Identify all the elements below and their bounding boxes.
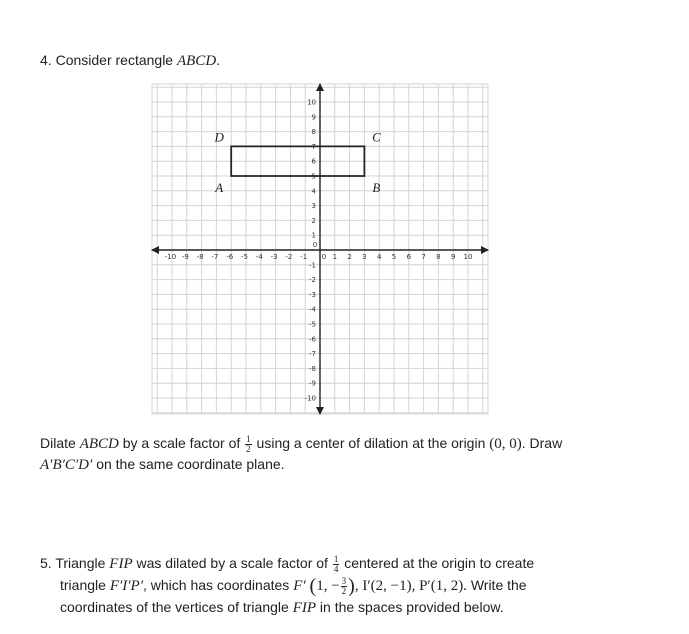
q5-other-coords: , I′(2, −1), P′(1, 2). bbox=[354, 578, 467, 594]
q5-text-6: Write the bbox=[470, 577, 527, 593]
point-label-c: C bbox=[372, 129, 381, 145]
point-label-a: A bbox=[215, 180, 224, 195]
q5-f-label: F′ bbox=[293, 578, 306, 594]
question-5-number: 5. bbox=[40, 555, 52, 571]
instr-scale: by a scale factor of bbox=[122, 435, 241, 451]
q5-text-7: coordinates of the vertices of triangle bbox=[60, 599, 289, 615]
x-tick-label: -9 bbox=[181, 253, 189, 261]
origin-label: 0 bbox=[312, 241, 318, 249]
point-label-b: B bbox=[372, 180, 381, 195]
q5-triangle: FIP bbox=[109, 556, 133, 572]
instr-draw: . Draw bbox=[521, 435, 563, 451]
x-tick-label: -6 bbox=[226, 253, 234, 261]
rectangle-name: ABCD bbox=[176, 53, 217, 69]
y-tick-label: 2 bbox=[311, 216, 316, 225]
q5-text-5: , which has coordinates bbox=[142, 577, 290, 593]
x-tick-label: -5 bbox=[241, 253, 248, 261]
y-tick-label: 8 bbox=[311, 128, 316, 137]
y-tick-label: 7 bbox=[311, 142, 316, 151]
x-tick-label: 1 bbox=[332, 253, 338, 261]
y-tick-label: -9 bbox=[309, 379, 316, 388]
image-name: A′B′C′D′ bbox=[40, 457, 93, 473]
x-tick-label: 10 bbox=[463, 253, 473, 261]
q5-triangle-2: FIP bbox=[292, 600, 317, 616]
fraction-numerator: 1 bbox=[333, 553, 339, 564]
graph-axes bbox=[152, 84, 488, 414]
y-tick-label: -8 bbox=[309, 364, 316, 373]
q5-text-1: Triangle bbox=[55, 555, 106, 571]
x-tick-label: 3 bbox=[362, 253, 367, 261]
q5-line-2 bbox=[40, 575, 640, 597]
instr-center: using a center of dilation at the origin bbox=[256, 435, 486, 451]
paren-close: ) bbox=[348, 574, 355, 597]
question-4-number: 4. bbox=[40, 52, 52, 68]
instr-origin: (0, 0) bbox=[489, 436, 522, 452]
q5-line-3 bbox=[40, 597, 640, 619]
y-tick-label: 1 bbox=[311, 231, 316, 240]
question-5 bbox=[40, 553, 640, 619]
scale-factor-half bbox=[245, 435, 252, 454]
y-tick-label: 10 bbox=[307, 98, 316, 107]
x-tick-label: 2 bbox=[347, 253, 352, 261]
y-tick-label: -2 bbox=[309, 276, 316, 285]
fraction-denominator: 4 bbox=[333, 563, 339, 574]
y-tick-label: 4 bbox=[311, 187, 316, 196]
x-tick-label: 5 bbox=[391, 253, 397, 261]
x-tick-label: -7 bbox=[211, 253, 219, 261]
q5-text-3: centered at the origin to create bbox=[344, 555, 535, 571]
x-tick-label: 6 bbox=[406, 253, 412, 261]
y-tick-label: 6 bbox=[311, 157, 316, 166]
x-tick-label: -4 bbox=[255, 253, 263, 261]
x-tick-label: -2 bbox=[285, 253, 293, 261]
question-4-instructions bbox=[40, 433, 640, 475]
q5-text-4: triangle bbox=[60, 577, 106, 593]
x-tick-label: -8 bbox=[196, 253, 204, 261]
x-tick-label: 4 bbox=[376, 253, 382, 261]
y-tick-label: -3 bbox=[309, 290, 316, 299]
instr-shape: ABCD bbox=[79, 436, 119, 452]
instr-plane: on the same coordinate plane. bbox=[96, 456, 285, 472]
y-tick-label: -5 bbox=[309, 320, 316, 329]
paren-open: ( bbox=[309, 574, 317, 597]
x-tick-label: 9 bbox=[450, 253, 456, 261]
fraction-numerator: 3 bbox=[341, 575, 347, 586]
point-label-d: D bbox=[214, 129, 224, 145]
q5-f-coord: 1, − bbox=[316, 578, 340, 594]
question-4-period: . bbox=[216, 52, 221, 68]
x-axis-ticks bbox=[165, 241, 473, 261]
y-tick-label: -10 bbox=[304, 394, 316, 403]
fraction-numerator: 1 bbox=[246, 433, 251, 444]
fraction-denominator: 2 bbox=[341, 585, 347, 596]
y-tick-label: -4 bbox=[309, 305, 316, 314]
y-tick-label: 3 bbox=[311, 202, 316, 211]
x-tick-label: 7 bbox=[421, 253, 426, 261]
fraction-denominator: 2 bbox=[246, 443, 251, 454]
y-tick-label: 9 bbox=[311, 113, 316, 122]
instr-dilate: Dilate bbox=[40, 435, 76, 451]
question-4-prompt: Consider rectangle bbox=[55, 52, 174, 68]
q5-text-8: in the spaces provided below. bbox=[319, 599, 504, 615]
x-tick-label: -3 bbox=[270, 253, 278, 261]
scale-factor-quarter bbox=[333, 555, 340, 574]
q5-triangle-image: F′I′P′ bbox=[109, 578, 143, 594]
x-tick-label: 8 bbox=[436, 253, 441, 261]
y-tick-label: -1 bbox=[309, 261, 316, 270]
x-tick-zero: 0 bbox=[321, 253, 327, 261]
y-tick-label: -6 bbox=[309, 335, 316, 344]
y-tick-label: 5 bbox=[311, 172, 316, 181]
x-tick-label: -10 bbox=[164, 253, 177, 261]
x-tick-label: -1 bbox=[300, 253, 308, 261]
q5-f-fraction bbox=[341, 577, 348, 596]
y-tick-label: -7 bbox=[309, 350, 316, 359]
q5-text-2: was dilated by a scale factor of bbox=[136, 555, 328, 571]
